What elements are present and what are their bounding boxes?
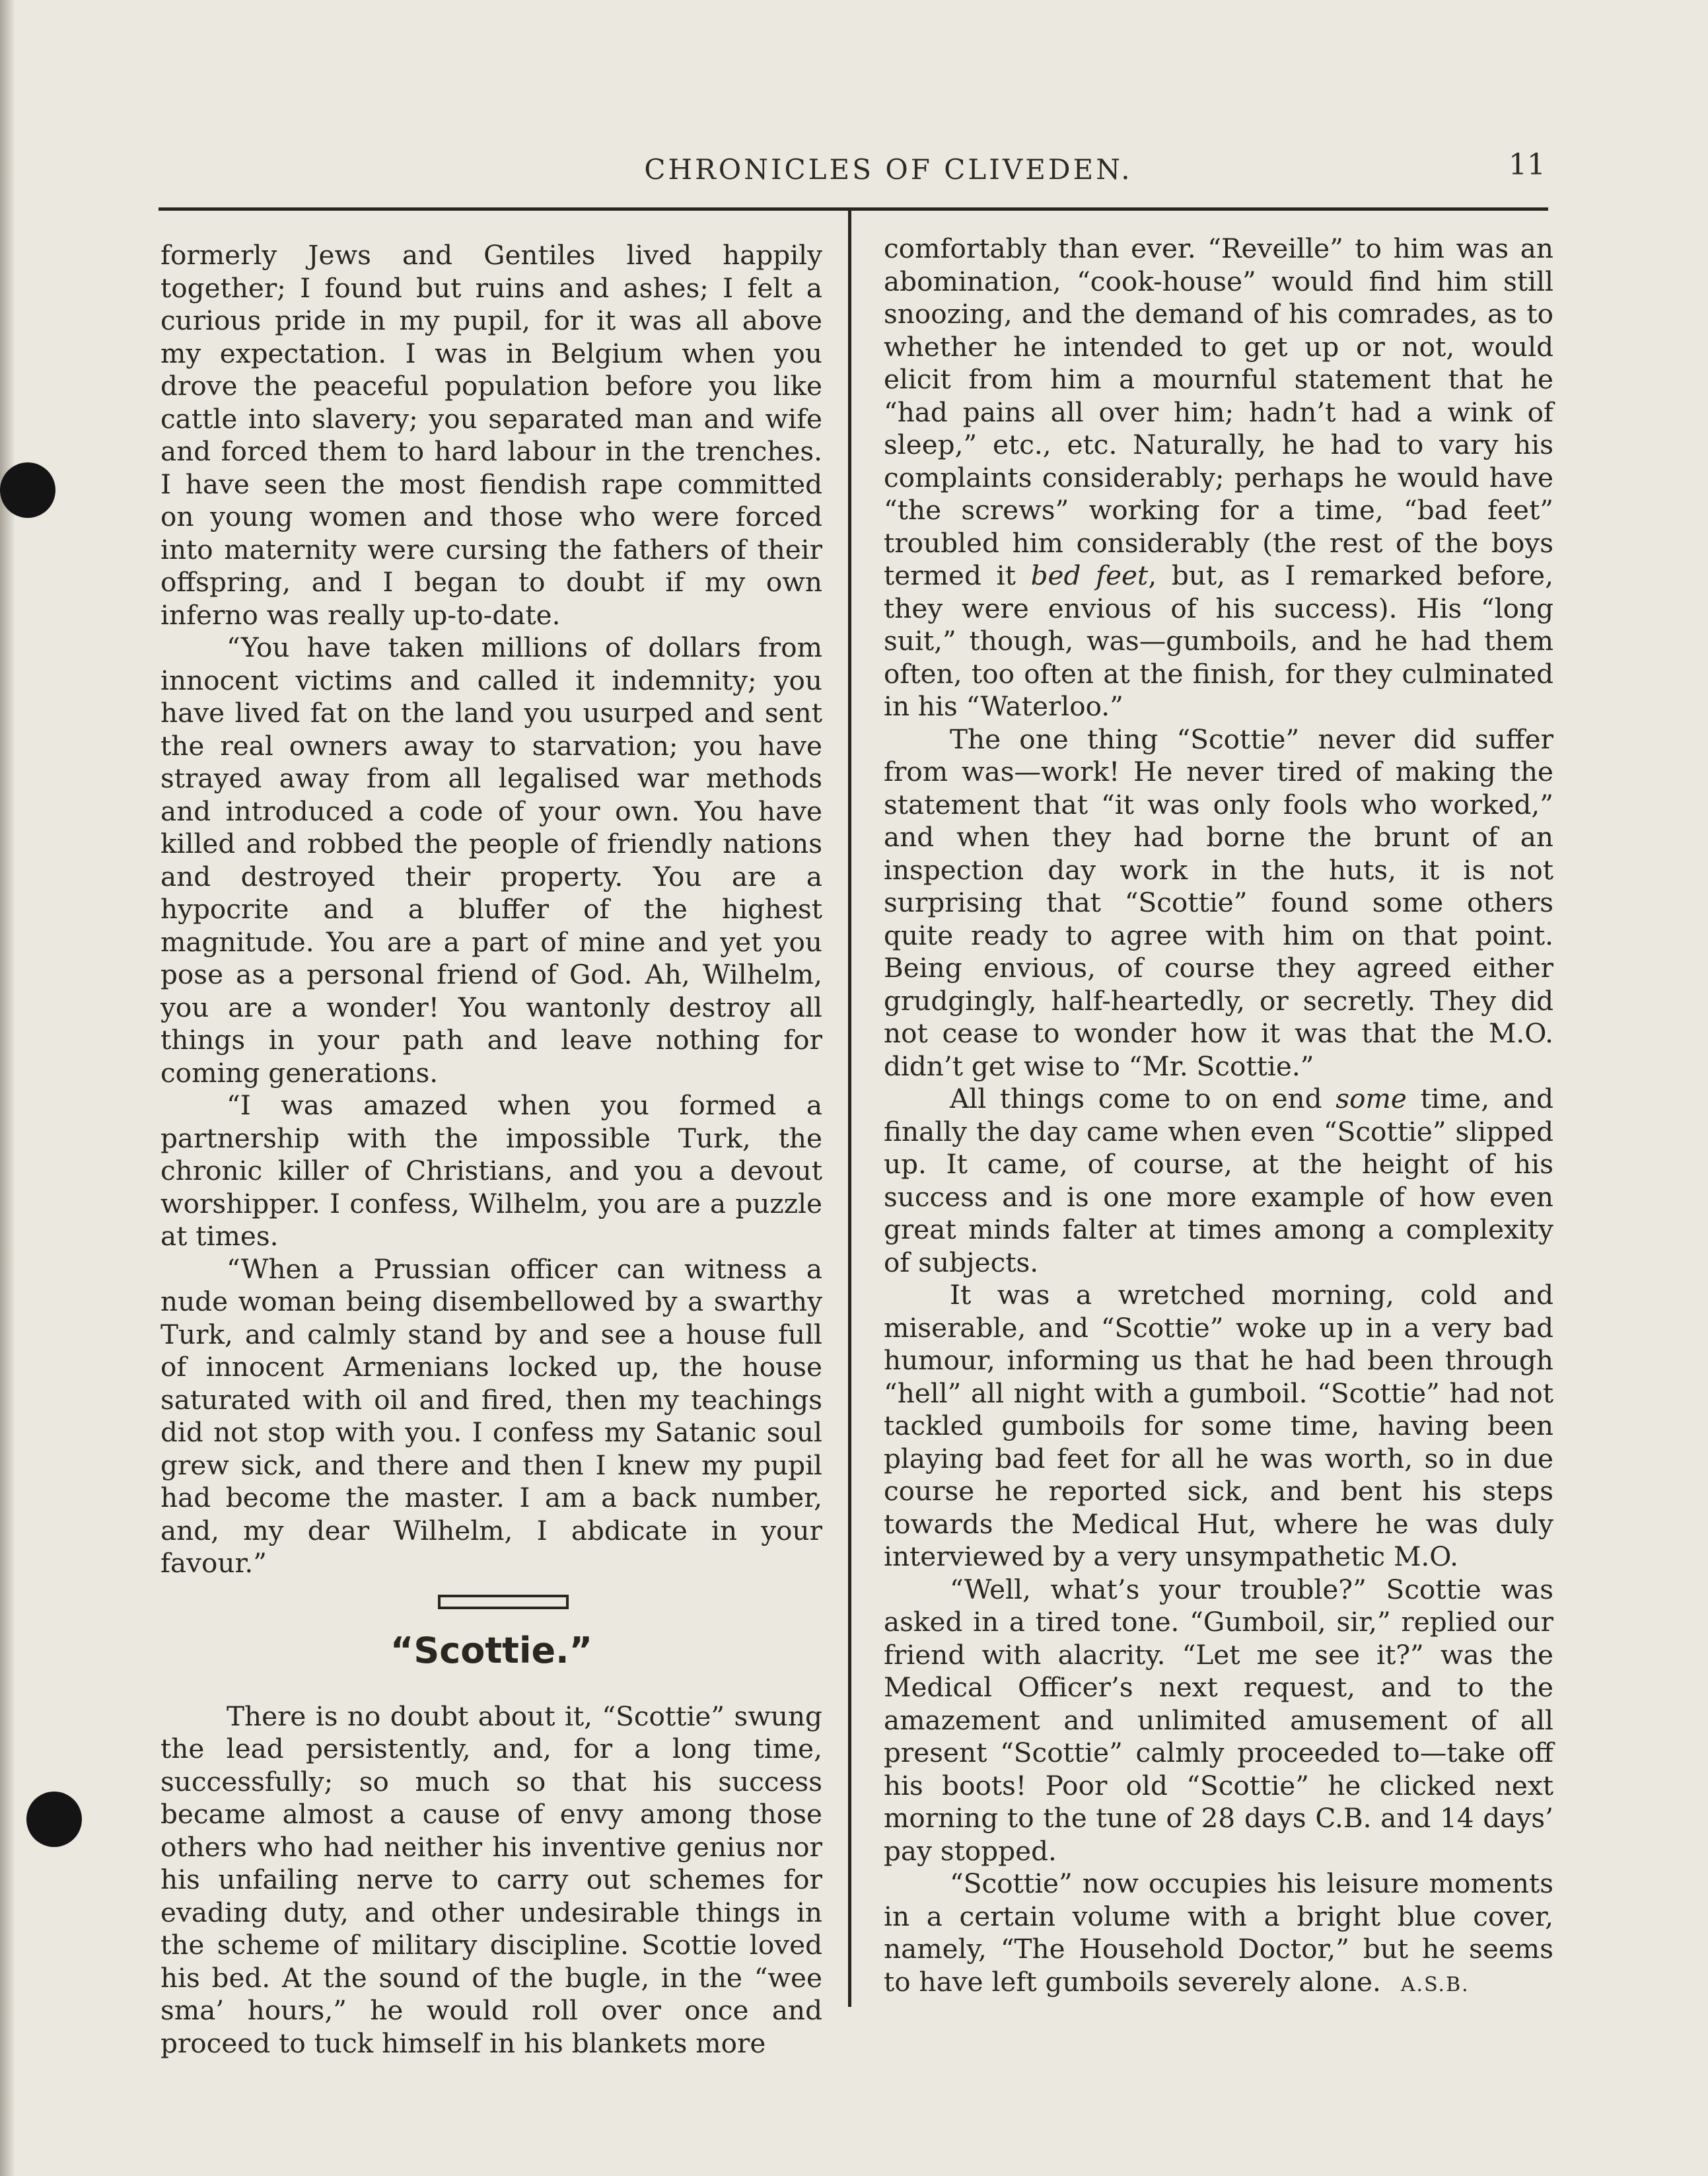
column-rule xyxy=(848,210,851,2007)
header-rule xyxy=(159,207,1548,211)
page-edge-shadow xyxy=(0,0,15,2176)
paragraph: “When a Prussian officer can witness a nude woman being disembellowed by a swarthy Turk, and calmly stand by and see a house full of innocent Armenians locked up, the house saturated with oil and fired, then my teachings did not stop with you. I confess my Satanic soul grew sick, and there and then I knew my pupil had become the master. I am a back number, and, my dear Wilhelm, I abdicate in your favour.” xyxy=(160,1252,822,1579)
section-divider xyxy=(438,1595,569,1609)
text-run: , but, as I remarked before, they were envious of his success). His “long suit,” though, was—gumboils, and he had them often, too often at the finish, for they culminated in his “Waterloo.” xyxy=(884,560,1553,722)
running-header xyxy=(159,145,1546,192)
paragraph: “I was amazed when you formed a partnership with the impossible Turk, the chronic killer of Christians, and you a devout worshipper. I confess, Wilhelm, you are a puzzle at times. xyxy=(160,1089,822,1252)
text-run: All things come to on end xyxy=(950,1083,1336,1114)
binder-hole-bottom xyxy=(26,1792,82,1847)
section-heading: “Scottie.” xyxy=(390,1629,593,1671)
right-column xyxy=(884,233,1553,2001)
paragraph xyxy=(884,1868,1553,2001)
paragraph: The one thing “Scottie” never did suffer from was—work! He never tired of making the statement that “it was only fools who worked,” and when they had borne the brunt of an inspection day work in the huts, it is not surprising that “Scottie” found some others quite ready to agree with him on that point. Being envious, of course they agreed either grudgingly, half-heartedly, or secretly. They did not cease to wonder how it was that the M.O. didn’t get wise to “Mr. Scottie.” xyxy=(884,723,1553,1082)
italic-text: bed feet xyxy=(1030,560,1149,591)
paragraph: There is no doubt about it, “Scottie” swung the lead persistently, and, for a long time, successfully; so much so that his success became almost a cause of envy among those others who had neither his inventive genius nor his unfailing nerve to carry out schemes for evading duty, and other undesirable things in the scheme of military discipline. Scottie loved his bed. At the sound of the bugle, in the “wee sma’ hours,” he would roll over once and proceed to tuck himself in his blankets more xyxy=(160,1700,822,2059)
text-run: comfortably than ever. “Reveille” to him was an abomination, “cook-house” would find him still snoozing, and the demand of his comrades, as to whether he intended to get up or not, would elicit from him a mournful statement that he “had pains all over him; hadn’t had a wink of sleep,” etc., etc. Naturally, he had to vary his complaints considerably; perhaps he would have “the screws” working for a time, “bad feet” troubled him considerably (the rest of the boys termed it xyxy=(884,233,1553,591)
italic-text: some xyxy=(1335,1083,1407,1114)
paragraph: “Well, what’s your trouble?” Scottie was asked in a tired tone. “Gumboil, sir,” replied our friend with alacrity. “Let me see it?” was the Medical Officer’s next request, and to the amazement and unlimited amusement of all present “Scottie” calmly proceeded to—take off his boots! Poor old “Scottie” he clicked next morning to the tune of 28 days C.B. and 14 days’ pay stopped. xyxy=(884,1573,1553,1867)
paragraph xyxy=(884,1083,1553,1279)
paragraph: formerly Jews and Gentiles lived happily together; I found but ruins and ashes; I felt a curious pride in my pupil, for it was all above my expectation. I was in Belgium when you drove the peaceful population before you like cattle into slavery; you separated man and wife and forced them to hard labour in the trenches. I have seen the most fiendish rape committed on young women and those who were forced into maternity were cursing the fathers of their offspring, and I began to doubt if my own inferno was really up-to-date. xyxy=(160,239,822,631)
paragraph: “You have taken millions of dollars from innocent victims and called it indemnity; you have lived fat on the land you usurped and sent the real owners away to starvation; you have strayed away from all legalised war methods and introduced a code of your own. You have killed and robbed the people of friendly nations and destroyed their property. You are a hypocrite and a bluffer of the highest magnitude. You are a part of mine and yet you pose as a personal friend of God. Ah, Wilhelm, you are a wonder! You wantonly destroy all things in your path and leave nothing for coming generations. xyxy=(160,632,822,1089)
text-run: “Scottie” now occupies his leisure moments in a certain volume with a bright blue cover, namely, “The Household Doctor,” but he seems to have left gumboils severely alone. xyxy=(884,1868,1553,1998)
page-number: 11 xyxy=(1509,148,1546,182)
paragraph xyxy=(884,233,1553,723)
paragraph: It was a wretched morning, cold and miserable, and “Scottie” woke up in a very bad humour, informing us that he had been through “hell” all night with a gumboil. “Scottie” had not tackled gumboils for some time, having been playing bad feet for all he was worth, so in due course he reported sick, and bent his steps towards the Medical Hut, where he was duly interviewed by a very unsympathetic M.O. xyxy=(884,1279,1553,1572)
author-initials: A.S.B. xyxy=(1400,1973,1470,1996)
binder-hole-top xyxy=(0,462,55,518)
left-column xyxy=(160,239,822,2060)
text-run: time, and finally the day came when even “Scottie” slipped up. It came, of course, at the height of his success and is one more example of how even great minds falter at times among a complexity of subjects. xyxy=(884,1083,1553,1278)
running-title: CHRONICLES OF CLIVEDEN. xyxy=(644,153,1133,186)
